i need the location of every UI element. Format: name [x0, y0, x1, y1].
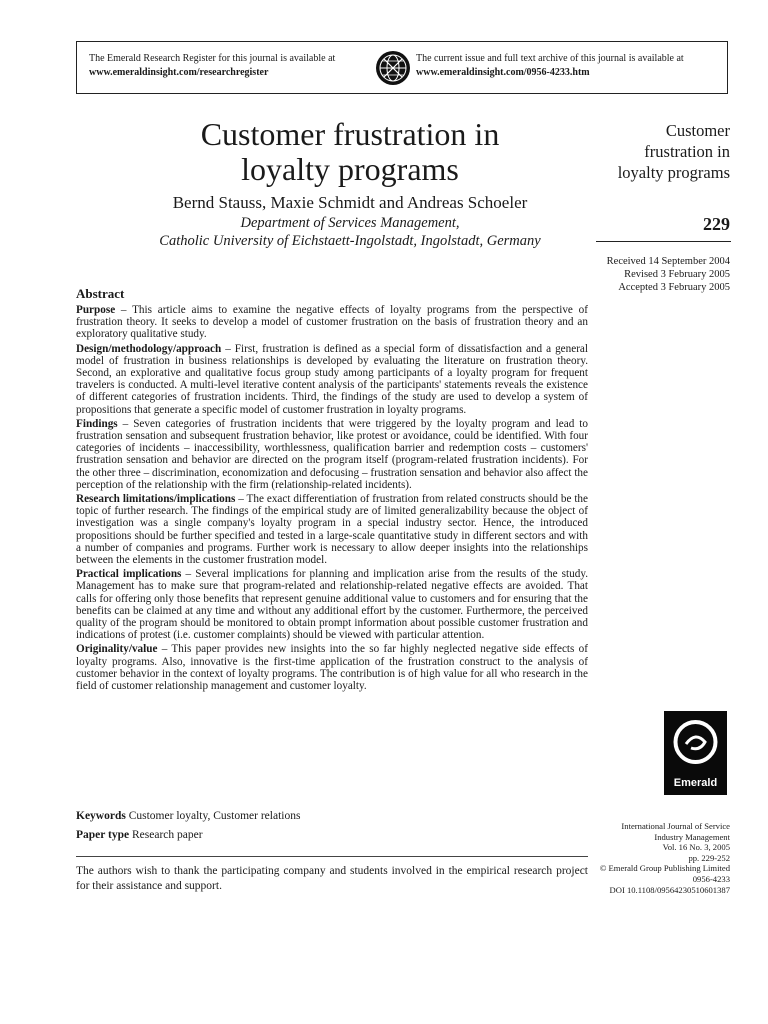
- emerald-logo-text: Emerald: [673, 777, 718, 789]
- running-head: [590, 120, 730, 183]
- header-box: [76, 41, 728, 94]
- affiliation: [100, 214, 600, 250]
- abstract-body: [76, 304, 588, 694]
- section-label: Design/methodology/approach: [76, 342, 222, 355]
- section-label: Practical implications: [76, 568, 182, 581]
- abstract-design: [76, 343, 588, 416]
- running-head-line-3: loyalty programs: [617, 163, 730, 182]
- globe-icon: [375, 50, 411, 86]
- title-line-1: Customer frustration in: [200, 116, 500, 152]
- running-head-line-1: Customer: [665, 121, 730, 140]
- journal-line: Industry Management: [654, 831, 730, 842]
- section-text: – This paper provides new insights into the so far highly neglected negative side effects of loyalty programs. Also, innovative is the first-time application of the frustration construct to the analysis of customer behavior in the context of loyalty programs. The contribution is of high value for all who research in the field of customer relationship management and customer loyalty.: [76, 643, 588, 693]
- section-text: – The exact differentiation of frustration from related constructs should be the topic of further research. The findings of the empirical study are of limited generalizability because the object of investigation was a single company's loyalty program in a special industry sector. Hence, the introduced propositions should be further specified and tested in a large-scale quantitative study in different sectors and with a number of companies and programs. Further work is necessary to allow deeper insights into the relationships between the elements in the customer frustration model.: [76, 493, 588, 567]
- abstract-originality: [76, 643, 588, 692]
- abstract-limitations: [76, 493, 588, 566]
- section-label: Purpose: [76, 304, 116, 316]
- page-number: 229: [703, 214, 730, 234]
- paper-type-label: Paper type: [76, 829, 130, 841]
- section-text: – This article aims to examine the negative effects of loyalty programs from the perspective of frustration theory. It seeks to develop a model of customer frustration on the basis of frustration theory and an exploratory qualitative study.: [76, 304, 588, 341]
- section-text: – Several implications for planning and implication arise from the results of the study. Management has to make sure that program-related and relationship-related negative effects are avoided. That calls for offering only those benefits that represent genuine additional value to customers and for ensuring that the benefits can be claimed at any time and without any additional effort by the customer. Furthermore, the perceived quality of the program should be monitored to obtain prompt information about possible customer frustration and indications of protest (i.e. customer complaints) should be viewed with particular attention.: [76, 568, 588, 642]
- abstract-purpose: [76, 304, 588, 341]
- title-line-2: loyalty programs: [241, 151, 459, 187]
- running-head-line-2: frustration in: [644, 142, 730, 161]
- abstract-heading: Abstract: [76, 286, 125, 301]
- emerald-logo: [664, 711, 727, 795]
- page-rule: [596, 241, 731, 242]
- emerald-logo-icon: [664, 711, 727, 773]
- journal-info: [580, 821, 730, 895]
- date-accepted: Accepted 3 February 2005: [618, 282, 730, 293]
- history-dates: [580, 255, 730, 294]
- affiliation-line-2: Catholic University of Eichstaett-Ingolstadt, Ingolstadt, Germany: [159, 233, 541, 249]
- journal-line: 0956-4233: [692, 873, 730, 884]
- research-register-link[interactable]: www.emeraldinsight.com/researchregister: [89, 67, 269, 78]
- authors: Bernd Stauss, Maxie Schmidt and Andreas Schoeler: [172, 193, 528, 212]
- journal-archive-link[interactable]: www.emeraldinsight.com/0956-4233.htm: [416, 67, 590, 78]
- paper-type: [76, 829, 203, 841]
- journal-line: © Emerald Group Publishing Limited: [599, 863, 730, 874]
- section-label: Findings: [76, 417, 118, 430]
- article-title: [120, 117, 580, 187]
- keywords-label: Keywords: [76, 810, 126, 822]
- header-left: [89, 52, 379, 80]
- affiliation-line-1: Department of Services Management,: [240, 215, 460, 231]
- header-right: [416, 52, 721, 80]
- acknowledgement: The authors wish to thank the participating company and students involved in the empirical research project for their assistance and support.: [76, 865, 588, 892]
- journal-line: DOI 10.1108/09564230510601387: [609, 884, 730, 895]
- date-revised: Revised 3 February 2005: [624, 269, 730, 280]
- date-received: Received 14 September 2004: [606, 256, 730, 267]
- section-text: – First, frustration is defined as a special form of dissatisfaction and a general model of frustration in business relationships is developed by evaluating the literature on frustration theory. Second, an explorative and qualitative focus group study among participants of a loyalty program for frequent travelers is conducted. A multi-level iterative content analysis of the participants' statements reveals the existence of different categories of frustration incidents. Third, the findings of the study are used to develop a system of propositions that generate a specific model of customer frustration in loyalty programs.: [76, 342, 588, 416]
- journal-line: pp. 229-252: [688, 852, 730, 863]
- abstract-practical: [76, 568, 588, 641]
- section-label: Originality/value: [76, 643, 158, 656]
- header-left-text: The Emerald Research Register for this journal is available at: [89, 53, 336, 64]
- journal-line: Vol. 16 No. 3, 2005: [662, 842, 730, 853]
- journal-line: International Journal of Service: [621, 821, 730, 831]
- section-text: – Seven categories of frustration incidents that were triggered by the loyalty program and lead to frustration sensation and subsequent frustration behavior, like protest or avoidance, could be identified. With four categories of incidents – inaccessibility, worthlessness, qualification barrier and redemption costs – customers' frustration sensation and behavior are directed on the program itself (program-related frustration incidents). For the other three – discrimination, economization and defocusing – frustration sensation and behavior also affect the perception of the relationship with the firm (relationship-related incidents).: [76, 417, 588, 491]
- section-label: Research limitations/implications: [76, 493, 236, 506]
- header-right-text: The current issue and full text archive of this journal is available at: [416, 53, 684, 64]
- keywords-text: Customer loyalty, Customer relations: [125, 810, 301, 822]
- abstract-findings: [76, 418, 588, 491]
- divider: [76, 856, 588, 857]
- keywords: [76, 810, 300, 822]
- paper-type-text: Research paper: [129, 829, 203, 841]
